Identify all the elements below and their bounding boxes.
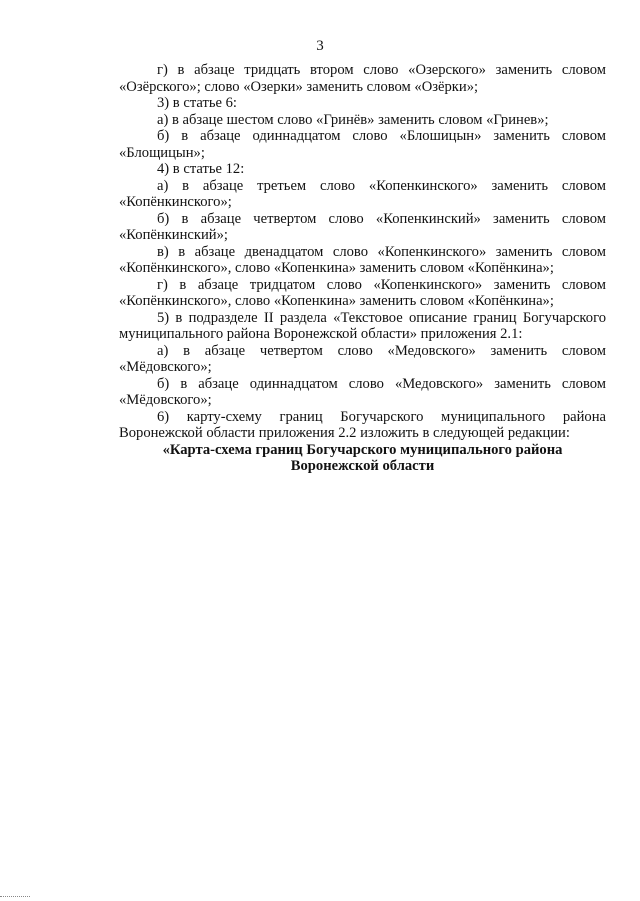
text-line: 3) в статье 6: <box>157 95 237 111</box>
text-line: в) в абзаце двенадцатом слово «Копенкинского» заменить словом <box>157 243 606 260</box>
page-number: 3 <box>316 38 324 54</box>
text-line: Воронежской области приложения 2.2 изложить в следующей редакции: <box>119 425 570 441</box>
text-line: б) в абзаце четвертом слово «Копенкинский» заменить словом <box>157 210 606 227</box>
text-line: муниципального района Воронежской области» приложения 2.1: <box>119 326 523 342</box>
document-body <box>119 62 606 475</box>
text-line: 5) в подразделе II раздела «Текстовое описание границ Богучарского <box>157 309 606 326</box>
amendment-text <box>119 62 606 442</box>
text-line: «Мёдовского»; <box>119 392 212 408</box>
text-line: а) в абзаце четвертом слово «Медовского» заменить словом <box>157 342 606 359</box>
text-line: «Блощицын»; <box>119 144 205 161</box>
text-line: а) в абзаце шестом слово «Гринёв» заменить словом «Гринев»; <box>157 111 549 128</box>
text-line: 4) в статье 12: <box>157 161 245 177</box>
map-heading <box>119 442 606 475</box>
text-line: б) в абзаце одиннадцатом слово «Блошицын» заменить словом <box>157 128 606 144</box>
text-line: г) в абзаце тридцать втором слово «Озерского» заменить словом <box>157 62 606 78</box>
text-line: «Копёнкинского»; <box>119 194 232 210</box>
text-line: г) в абзаце тридцатом слово «Копенкинского» заменить словом <box>157 276 606 293</box>
text-line: 6) карту-схему границ Богучарского муниципального района <box>157 408 606 425</box>
text-line: «Мёдовского»; <box>119 359 212 375</box>
map-heading-line-2: Воронежской области <box>290 458 435 474</box>
text-line: «Копёнкинского», слово «Копенкина» заменить словом «Копёнкина»; <box>119 293 554 309</box>
scan-edge-mark <box>0 896 30 899</box>
text-line: «Копёнкинского», слово «Копенкина» заменить словом «Копёнкина»; <box>119 260 554 276</box>
text-line: б) в абзаце одиннадцатом слово «Медовского» заменить словом <box>157 375 606 392</box>
map-heading-line-1: «Карта-схема границ Богучарского муниципального района <box>162 441 563 458</box>
text-line: а) в абзаце третьем слово «Копенкинского» заменить словом <box>157 177 606 194</box>
text-line: «Озёрского»; слово «Озерки» заменить словом «Озёрки»; <box>119 78 479 95</box>
text-line: «Копёнкинский»; <box>119 227 228 243</box>
